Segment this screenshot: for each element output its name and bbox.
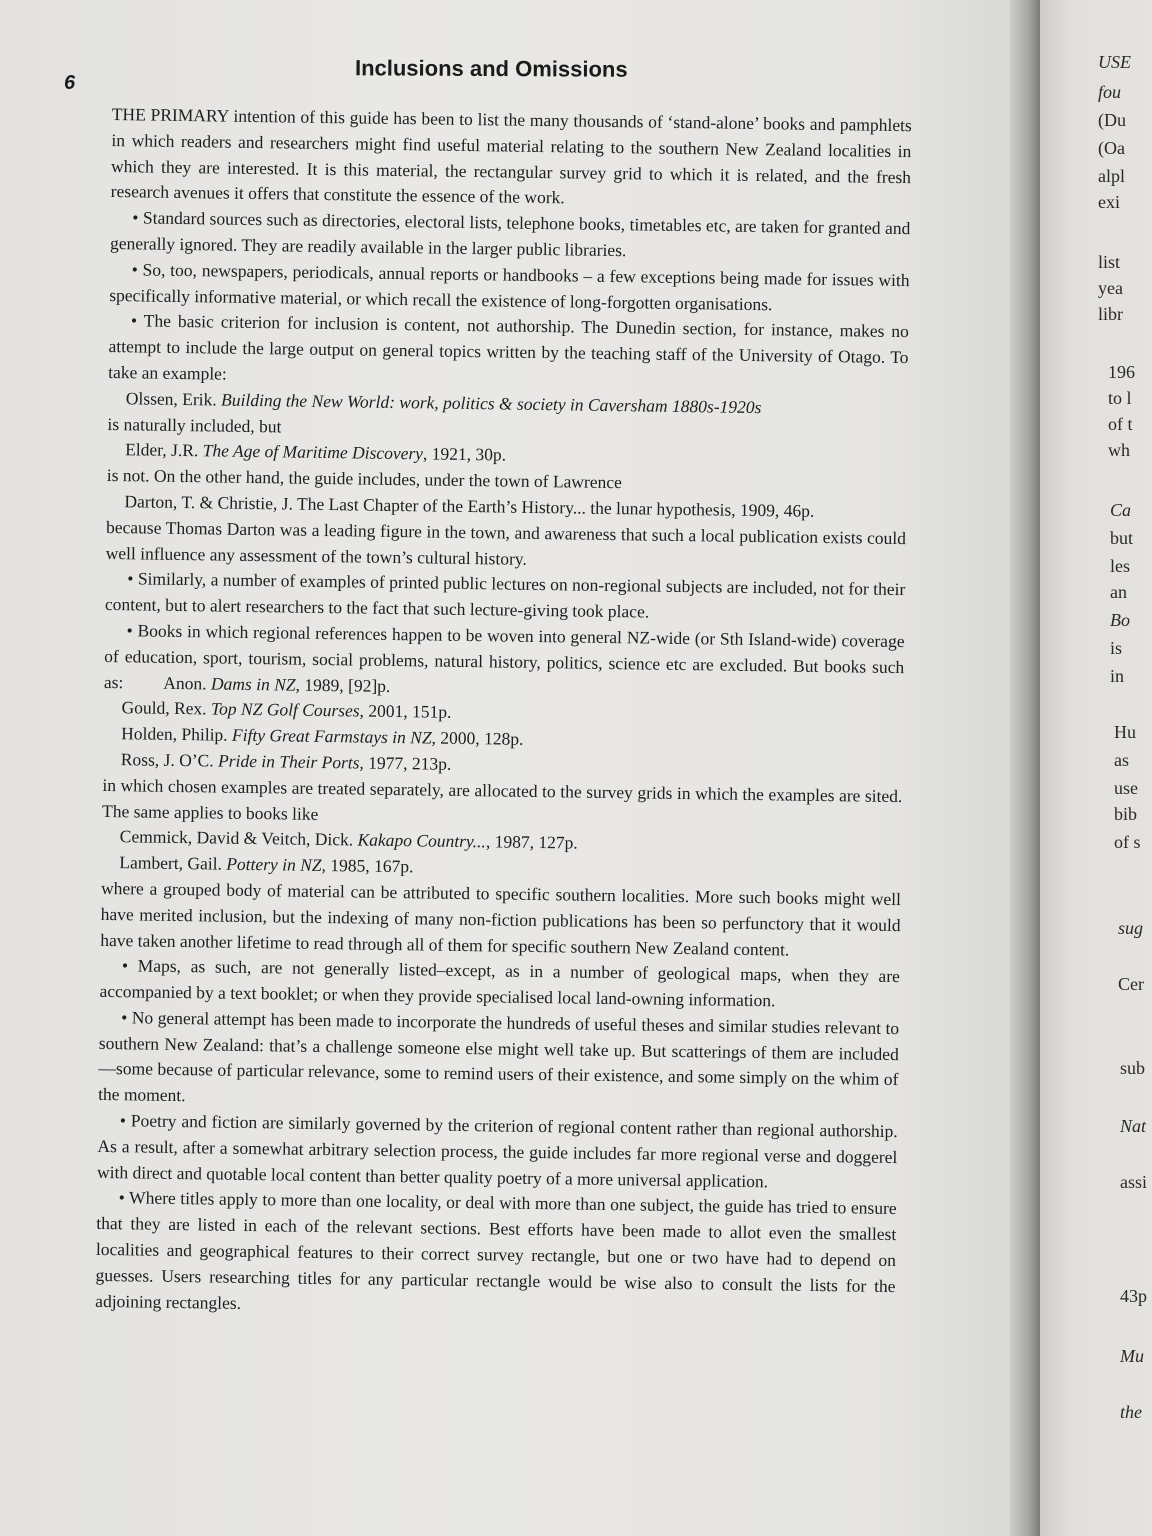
entry-title: Building the New World: work, politics & society in Caversham 1880s-1920s <box>221 389 762 417</box>
entry-title: Fifty Great Farmstays in NZ <box>231 724 432 748</box>
bullet-paragraph <box>104 618 905 707</box>
right-page-fragment: les <box>1110 556 1130 576</box>
right-page-fragment: to l <box>1108 388 1132 408</box>
entry-title: Top NZ Golf Courses <box>210 698 360 721</box>
entry-details: , 2001, 151p. <box>359 700 452 723</box>
right-page-fragment: of t <box>1108 414 1133 434</box>
bullet-paragraph: • The basic criterion for inclusion is content, not authorship. The Dunedin section, for instance, makes no attempt to include the large output on general topics written by the teaching staff of the University of Otago. To take an example: <box>108 310 910 384</box>
paragraph: is not. On the other hand, the guide includes, under the town of Lawrence <box>106 465 623 493</box>
entry-title: Pride in Their Ports <box>217 750 360 773</box>
page-heading: Inclusions and Omissions <box>354 55 628 82</box>
entry-author: Holden, Philip. <box>121 723 233 745</box>
paragraph: where a grouped body of material can be attributed to specific southern localities. More such books might well have merited inclusion, but the indexing of many non-fiction publications has been so perfunctory that it would have taken another lifetime to read through all of them for specific southern New Zealand content. <box>100 877 902 960</box>
entry-author: Gould, Rex. <box>121 697 212 719</box>
right-page-fragment: Cer <box>1118 974 1144 994</box>
right-page-fragment: fou <box>1098 82 1122 102</box>
right-page-fragment: 43p <box>1120 1286 1147 1306</box>
right-page-fragment: Nat <box>1120 1116 1147 1136</box>
right-page-fragment: in <box>1110 666 1125 686</box>
entry-author: Elder, J.R. <box>125 439 203 461</box>
entry-author: Ross, J. O’C. <box>120 749 219 771</box>
entry-details: , 2000, 128p. <box>431 727 524 749</box>
right-page-fragment: Mu <box>1120 1346 1144 1366</box>
right-page-fragment: assi <box>1120 1172 1147 1192</box>
entry-author: Lambert, Gail. <box>119 852 227 874</box>
right-page-fragment: yea <box>1098 278 1123 298</box>
page-number: 6 <box>64 72 76 94</box>
entry-details: , 1977, 213p. <box>359 752 452 774</box>
right-page-fragment: (Du <box>1098 110 1126 130</box>
bullet-paragraph: • Standard sources such as directories, electoral lists, telephone books, timetables etc, are taken for granted and generally ignored. They are readily available in the larger public libraries. <box>109 207 911 261</box>
right-page-fragment: as <box>1114 750 1129 770</box>
right-page-fragment: (Oa <box>1098 138 1125 158</box>
bullet-paragraph: • So, too, newspapers, periodicals, annual reports or handbooks – a few exceptions being made for issues with specifically informative material, or which recall the existence of long-forgotten organisations. <box>109 259 910 314</box>
right-page-fragment: bib <box>1114 804 1138 824</box>
right-page-fragment: the <box>1120 1402 1142 1422</box>
entry-details: , 1987, 127p. <box>485 831 578 853</box>
entry-author: Anon. <box>163 672 212 693</box>
right-page-fragment: is <box>1110 638 1123 658</box>
entry-title: Kakapo Country... <box>357 829 487 852</box>
paragraph: in which chosen examples are treated separately, are allocated to the survey grids in which the examples are sited. The same applies to books like <box>101 774 903 824</box>
paragraph: THE PRIMARY intention of this guide has been to list the many thousands of ‘stand-alone’ books and pamphlets in which readers and researchers might find useful material relating to the southern New Zealand localities in which they are interested. It is this material, the rectangular survey grid to which it is related, and the fresh research avenues it offers that constitute the essence of the work. <box>110 103 912 208</box>
right-page-fragment: sub <box>1120 1058 1146 1078</box>
bullet-paragraph: • Poetry and fiction are similarly governed by the criterion of regional content rather than regional authorship. As a result, after a somewhat arbitrary selection process, the guide includes far more regional verse and doggerel with direct and quotable local content than better quality poetry of a more universal application. <box>96 1110 898 1191</box>
right-page-fragment: libr <box>1098 304 1123 324</box>
paragraph: is naturally included, but <box>107 413 282 436</box>
right-page-fragment: but <box>1110 528 1134 548</box>
bullet-paragraph: • Where titles apply to more than one locality, or deal with more than one subject, the guide has tried to ensure that they are listed in each of the relevant sections. Best efforts have been made to allot even the smallest localities and geographical features to their correct survey rectangle, but one or two have had to depend on guesses. Users researching titles for any particular rectangle would be wise also to consult the lists for the adjoining rectangles. <box>95 1187 897 1313</box>
right-page-fragment: Hu <box>1114 722 1136 742</box>
book-page-right <box>1040 0 1152 1536</box>
right-page-fragment: exi <box>1098 192 1120 212</box>
book-gutter <box>1010 0 1040 1536</box>
entry-title: Dams in NZ <box>210 672 296 695</box>
right-page-fragment: sug <box>1118 918 1144 938</box>
entry-details: , 1989, [92]p. <box>295 674 391 696</box>
entry-author: Darton, T. & Christie, J. The Last Chapter of the Earth’s History... the lunar hypothesis, 1909, 46p. <box>124 491 815 521</box>
right-page-fragment: of s <box>1114 832 1141 852</box>
bullet-paragraph: • No general attempt has been made to incorporate the hundreds of useful theses and similar studies relevant to southern New Zealand: that’s a challenge someone else might well take up. But scatterings of them are included—some because of particular relevance, some to remind users of their existence, and some simply on the whim of the moment. <box>98 1007 900 1106</box>
entry-author: Cemmick, David & Veitch, Dick. <box>119 826 358 850</box>
right-page-fragment: Bo <box>1110 610 1130 630</box>
right-page-fragment: Ca <box>1110 500 1132 520</box>
bullet-paragraph: • Similarly, a number of examples of printed public lectures on non-regional subjects are included, not for their content, but to alert researchers to the fact that such lecture-giving took place. <box>104 568 906 622</box>
bullet-text: • Books in which regional references happen to be woven into general NZ-wide (or Sth Island-wide) coverage of education, sport, tourism, social problems, natural history, politics, science etc are excluded. But books such as: <box>103 620 905 692</box>
entry-title: The Age of Maritime Discovery <box>202 440 424 464</box>
right-page-fragment: list <box>1098 252 1121 272</box>
right-page-fragment: use <box>1114 778 1138 798</box>
right-page-fragment: wh <box>1108 440 1130 460</box>
right-page-fragment: an <box>1110 582 1127 602</box>
right-page-fragment: alpl <box>1098 166 1125 186</box>
entry-details: , 1921, 30p. <box>422 443 507 465</box>
entry-author: Olssen, Erik. <box>125 387 222 410</box>
paragraph: because Thomas Darton was a leading figure in the town, and awareness that such a local publication exists could well influence any assessment of the town’s cultural history. <box>105 516 907 569</box>
right-page-fragment: 196 <box>1108 362 1135 382</box>
bullet-paragraph: • Maps, as such, are not generally listed–except, as in a number of geological maps, when they are accompanied by a text booklet; or when they provide specialised local land-owning information. <box>99 955 901 1011</box>
entry-title: Pottery in NZ <box>226 853 322 876</box>
right-page-fragment: USE <box>1098 52 1131 72</box>
entry-details: , 1985, 167p. <box>321 855 414 877</box>
body-text <box>95 102 912 1326</box>
